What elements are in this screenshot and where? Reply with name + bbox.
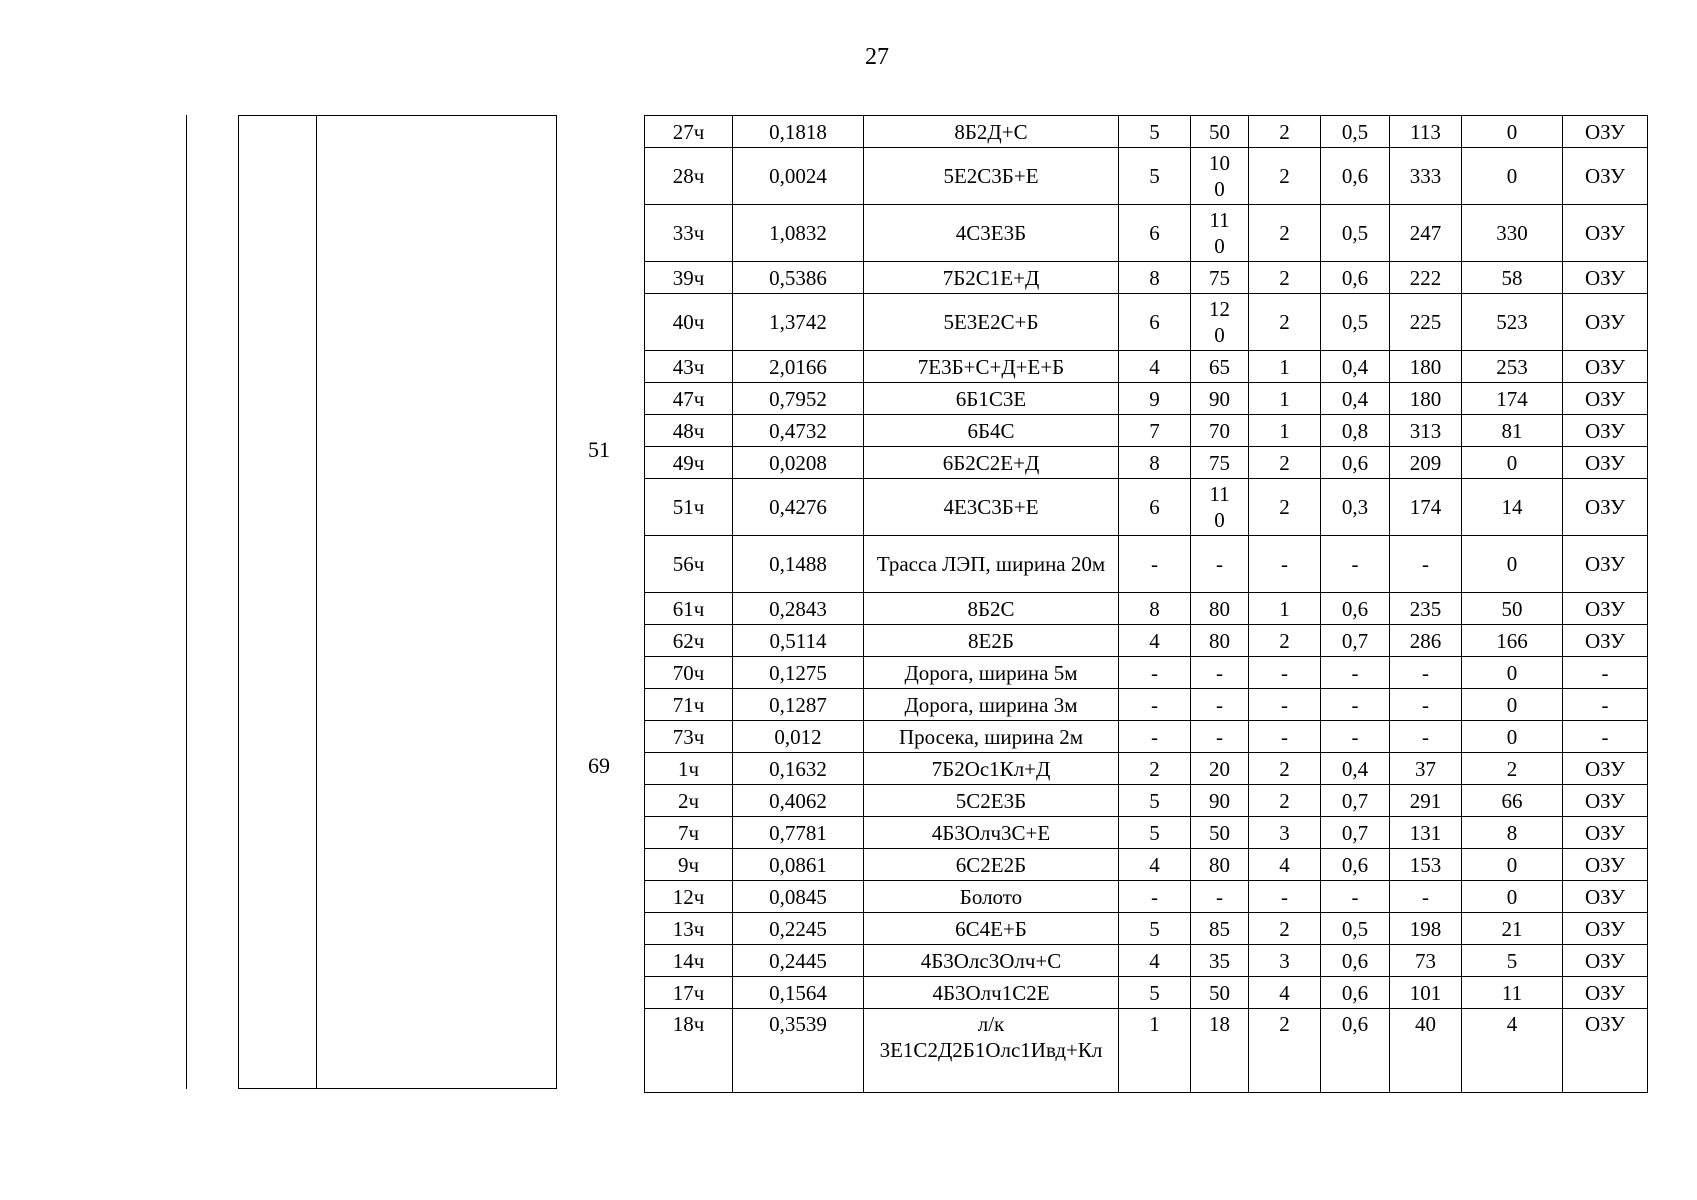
bonitet-cell: 1 [1249, 415, 1321, 447]
area-cell: 0,3539 [733, 1009, 864, 1093]
density-cell: 0,6 [1321, 1009, 1390, 1093]
cut-volume-cell: 8 [1462, 817, 1563, 849]
table-row [645, 721, 1648, 753]
density-cell: 0,4 [1321, 383, 1390, 415]
cut-volume-cell: 0 [1462, 689, 1563, 721]
age-class-cell: - [1119, 881, 1191, 913]
table-row [645, 1009, 1648, 1093]
category-cell: ОЗУ [1563, 913, 1648, 945]
height-cell: 50 [1191, 977, 1249, 1009]
age-class-cell: 4 [1119, 945, 1191, 977]
cut-volume-cell: 5 [1462, 945, 1563, 977]
plot-cell: 61ч [645, 593, 733, 625]
bonitet-cell: - [1249, 881, 1321, 913]
bonitet-cell: 2 [1249, 116, 1321, 148]
stock-cell: - [1390, 721, 1462, 753]
bonitet-cell: 2 [1249, 785, 1321, 817]
table-row [645, 817, 1648, 849]
plot-cell: 56ч [645, 536, 733, 593]
area-cell: 0,5386 [733, 262, 864, 294]
composition-cell: 6Б4С [864, 415, 1119, 447]
table-row [645, 753, 1648, 785]
bonitet-cell: - [1249, 657, 1321, 689]
table-row [645, 657, 1648, 689]
category-cell: - [1563, 721, 1648, 753]
density-cell: 0,4 [1321, 351, 1390, 383]
area-cell: 0,0208 [733, 447, 864, 479]
plot-cell: 39ч [645, 262, 733, 294]
cut-volume-cell: 523 [1462, 294, 1563, 351]
height-value: 110 [1209, 482, 1230, 532]
height-value: 100 [1209, 151, 1230, 201]
height-cell: - [1191, 881, 1249, 913]
plot-cell: 48ч [645, 415, 733, 447]
area-cell: 0,2245 [733, 913, 864, 945]
cut-volume-cell: 0 [1462, 721, 1563, 753]
age-class-cell: 5 [1119, 785, 1191, 817]
age-class-cell: - [1119, 657, 1191, 689]
height-cell: 90 [1191, 785, 1249, 817]
area-cell: 0,4062 [733, 785, 864, 817]
cut-volume-cell: 4 [1462, 1009, 1563, 1093]
plot-cell: 47ч [645, 383, 733, 415]
table-row [645, 351, 1648, 383]
height-cell: 80 [1191, 625, 1249, 657]
stock-cell: 113 [1390, 116, 1462, 148]
stock-cell: 40 [1390, 1009, 1462, 1093]
height-cell: 80 [1191, 849, 1249, 881]
stock-cell: 247 [1390, 205, 1462, 262]
cut-volume-cell: 0 [1462, 116, 1563, 148]
bonitet-cell: 1 [1249, 593, 1321, 625]
age-class-cell: - [1119, 689, 1191, 721]
composition-cell: 4Е3С3Б+Е [864, 479, 1119, 536]
stock-cell: 209 [1390, 447, 1462, 479]
height-cell: 20 [1191, 753, 1249, 785]
category-cell: ОЗУ [1563, 415, 1648, 447]
height-cell: 18 [1191, 1009, 1249, 1093]
category-cell: ОЗУ [1563, 205, 1648, 262]
density-cell: 0,5 [1321, 913, 1390, 945]
bonitet-cell: - [1249, 689, 1321, 721]
plot-cell: 40ч [645, 294, 733, 351]
cut-volume-cell: 0 [1462, 447, 1563, 479]
density-cell: - [1321, 881, 1390, 913]
cut-volume-cell: 66 [1462, 785, 1563, 817]
age-class-cell: 1 [1119, 1009, 1191, 1093]
table-row [645, 205, 1648, 262]
quarter-number-69: 69 [588, 753, 610, 778]
height-cell [1191, 294, 1249, 351]
area-cell: 0,1275 [733, 657, 864, 689]
stock-cell: 198 [1390, 913, 1462, 945]
height-cell [1191, 479, 1249, 536]
area-cell: 0,5114 [733, 625, 864, 657]
category-cell: ОЗУ [1563, 753, 1648, 785]
bonitet-cell: 2 [1249, 205, 1321, 262]
stock-cell: 153 [1390, 849, 1462, 881]
bonitet-cell: 2 [1249, 262, 1321, 294]
cut-volume-cell: 330 [1462, 205, 1563, 262]
plot-cell: 73ч [645, 721, 733, 753]
category-cell: ОЗУ [1563, 294, 1648, 351]
age-class-cell: 5 [1119, 148, 1191, 205]
area-cell: 1,3742 [733, 294, 864, 351]
cut-volume-cell: 0 [1462, 849, 1563, 881]
table-row [645, 294, 1648, 351]
plot-cell: 9ч [645, 849, 733, 881]
composition-cell: 5Е2С3Б+Е [864, 148, 1119, 205]
area-cell: 2,0166 [733, 351, 864, 383]
height-cell: 50 [1191, 116, 1249, 148]
density-cell: 0,4 [1321, 753, 1390, 785]
bonitet-cell: 2 [1249, 753, 1321, 785]
age-class-cell: 8 [1119, 262, 1191, 294]
category-cell: ОЗУ [1563, 262, 1648, 294]
height-cell: 65 [1191, 351, 1249, 383]
cut-volume-cell: 50 [1462, 593, 1563, 625]
quarter-number-51: 51 [588, 437, 610, 462]
height-cell: 85 [1191, 913, 1249, 945]
stock-cell: 180 [1390, 383, 1462, 415]
plot-cell: 14ч [645, 945, 733, 977]
stock-cell: 291 [1390, 785, 1462, 817]
composition-cell: 5С2Е3Б [864, 785, 1119, 817]
plot-cell: 27ч [645, 116, 733, 148]
bonitet-cell: 4 [1249, 849, 1321, 881]
category-cell: ОЗУ [1563, 536, 1648, 593]
composition-cell: 5Е3Е2С+Б [864, 294, 1119, 351]
stock-cell: 180 [1390, 351, 1462, 383]
table-row [645, 447, 1648, 479]
composition-cell: 6Б1С3Е [864, 383, 1119, 415]
category-cell: ОЗУ [1563, 479, 1648, 536]
bonitet-cell: 2 [1249, 479, 1321, 536]
height-cell: 70 [1191, 415, 1249, 447]
cut-volume-cell: 14 [1462, 479, 1563, 536]
plot-cell: 49ч [645, 447, 733, 479]
left-column-divider [316, 116, 317, 1088]
height-cell: 90 [1191, 383, 1249, 415]
age-class-cell: 5 [1119, 116, 1191, 148]
age-class-cell: 5 [1119, 977, 1191, 1009]
density-cell: 0,7 [1321, 817, 1390, 849]
cut-volume-cell: 0 [1462, 881, 1563, 913]
area-cell: 0,2445 [733, 945, 864, 977]
table-row [645, 536, 1648, 593]
table-row [645, 116, 1648, 148]
area-cell: 0,012 [733, 721, 864, 753]
category-cell: - [1563, 657, 1648, 689]
category-cell: ОЗУ [1563, 977, 1648, 1009]
stock-cell: 313 [1390, 415, 1462, 447]
density-cell: 0,6 [1321, 593, 1390, 625]
category-cell: ОЗУ [1563, 148, 1648, 205]
plot-cell: 1ч [645, 753, 733, 785]
age-class-cell: 2 [1119, 753, 1191, 785]
plot-cell: 43ч [645, 351, 733, 383]
cut-volume-cell: 11 [1462, 977, 1563, 1009]
stock-cell: 222 [1390, 262, 1462, 294]
age-class-cell: 4 [1119, 849, 1191, 881]
left-border-line [186, 115, 187, 1089]
stock-cell: - [1390, 689, 1462, 721]
table-row [645, 479, 1648, 536]
plot-cell: 71ч [645, 689, 733, 721]
table-row [645, 262, 1648, 294]
density-cell: 0,8 [1321, 415, 1390, 447]
category-cell: ОЗУ [1563, 1009, 1648, 1093]
bonitet-cell: - [1249, 721, 1321, 753]
bonitet-cell: 2 [1249, 913, 1321, 945]
table-row [645, 625, 1648, 657]
category-cell: ОЗУ [1563, 116, 1648, 148]
forest-plots-table [644, 115, 1648, 1093]
area-cell: 0,4732 [733, 415, 864, 447]
category-cell: ОЗУ [1563, 593, 1648, 625]
category-cell: ОЗУ [1563, 447, 1648, 479]
area-cell: 0,1488 [733, 536, 864, 593]
age-class-cell: - [1119, 536, 1191, 593]
stock-cell: 101 [1390, 977, 1462, 1009]
density-cell: 0,6 [1321, 447, 1390, 479]
density-cell: - [1321, 657, 1390, 689]
stock-cell: 225 [1390, 294, 1462, 351]
composition-cell: Дорога, ширина 3м [864, 689, 1119, 721]
composition-cell: 8Е2Б [864, 625, 1119, 657]
composition-cell: 6С2Е2Б [864, 849, 1119, 881]
category-cell: ОЗУ [1563, 881, 1648, 913]
composition-cell: 7Б2Ос1Кл+Д [864, 753, 1119, 785]
age-class-cell: 8 [1119, 447, 1191, 479]
stock-cell: 286 [1390, 625, 1462, 657]
density-cell: 0,5 [1321, 294, 1390, 351]
bonitet-cell: 1 [1249, 383, 1321, 415]
age-class-cell: 4 [1119, 625, 1191, 657]
stock-cell: 73 [1390, 945, 1462, 977]
category-cell: ОЗУ [1563, 625, 1648, 657]
bonitet-cell: 3 [1249, 817, 1321, 849]
density-cell: 0,6 [1321, 849, 1390, 881]
area-cell: 0,1632 [733, 753, 864, 785]
composition-cell: 8Б2С [864, 593, 1119, 625]
plot-cell: 17ч [645, 977, 733, 1009]
height-cell [1191, 148, 1249, 205]
composition-cell: 4Б3Олч3С+Е [864, 817, 1119, 849]
plot-cell: 70ч [645, 657, 733, 689]
density-cell: 0,6 [1321, 945, 1390, 977]
composition-cell: Просека, ширина 2м [864, 721, 1119, 753]
table-row [645, 881, 1648, 913]
area-cell: 0,1818 [733, 116, 864, 148]
cut-volume-cell: 81 [1462, 415, 1563, 447]
category-cell: ОЗУ [1563, 351, 1648, 383]
age-class-cell: 6 [1119, 205, 1191, 262]
table-row [645, 913, 1648, 945]
area-cell: 1,0832 [733, 205, 864, 262]
table-row [645, 415, 1648, 447]
table-row [645, 689, 1648, 721]
age-class-cell: 9 [1119, 383, 1191, 415]
height-cell: - [1191, 657, 1249, 689]
bonitet-cell: 2 [1249, 625, 1321, 657]
category-cell: ОЗУ [1563, 945, 1648, 977]
plot-cell: 51ч [645, 479, 733, 536]
density-cell: - [1321, 721, 1390, 753]
category-cell: ОЗУ [1563, 785, 1648, 817]
area-cell: 0,0861 [733, 849, 864, 881]
area-cell: 0,4276 [733, 479, 864, 536]
composition-cell: 4С3Е3Б [864, 205, 1119, 262]
table-row [645, 945, 1648, 977]
composition-cell: 7Б2С1Е+Д [864, 262, 1119, 294]
bonitet-cell: 2 [1249, 1009, 1321, 1093]
composition-cell: 6С4Е+Б [864, 913, 1119, 945]
area-cell: 0,0024 [733, 148, 864, 205]
plot-cell: 12ч [645, 881, 733, 913]
plot-cell: 2ч [645, 785, 733, 817]
age-class-cell: 6 [1119, 479, 1191, 536]
composition-cell: Дорога, ширина 5м [864, 657, 1119, 689]
bonitet-cell: 2 [1249, 148, 1321, 205]
composition-cell: 4Б3Олч1С2Е [864, 977, 1119, 1009]
age-class-cell: 8 [1119, 593, 1191, 625]
density-cell: 0,6 [1321, 977, 1390, 1009]
composition-cell: 7Е3Б+С+Д+Е+Б [864, 351, 1119, 383]
density-cell: 0,6 [1321, 262, 1390, 294]
density-cell: 0,7 [1321, 625, 1390, 657]
cut-volume-cell: 0 [1462, 536, 1563, 593]
composition-cell: л/к 3Е1С2Д2Б1Олс1Ивд+Кл [864, 1009, 1119, 1093]
cut-volume-cell: 174 [1462, 383, 1563, 415]
cut-volume-cell: 2 [1462, 753, 1563, 785]
plot-cell: 13ч [645, 913, 733, 945]
age-class-cell: - [1119, 721, 1191, 753]
age-class-cell: 7 [1119, 415, 1191, 447]
stock-cell: 333 [1390, 148, 1462, 205]
height-cell: - [1191, 721, 1249, 753]
density-cell: 0,5 [1321, 116, 1390, 148]
category-cell: ОЗУ [1563, 383, 1648, 415]
density-cell: 0,3 [1321, 479, 1390, 536]
bonitet-cell: 2 [1249, 294, 1321, 351]
bonitet-cell: 4 [1249, 977, 1321, 1009]
height-cell: 75 [1191, 447, 1249, 479]
density-cell: 0,7 [1321, 785, 1390, 817]
stock-cell: - [1390, 657, 1462, 689]
age-class-cell: 5 [1119, 913, 1191, 945]
category-cell: - [1563, 689, 1648, 721]
area-cell: 0,1287 [733, 689, 864, 721]
height-cell: - [1191, 536, 1249, 593]
area-cell: 0,7952 [733, 383, 864, 415]
composition-cell: 8Б2Д+С [864, 116, 1119, 148]
composition-cell: Трасса ЛЭП, ширина 20м [864, 536, 1119, 593]
stock-cell: 131 [1390, 817, 1462, 849]
area-cell: 0,7781 [733, 817, 864, 849]
height-cell: - [1191, 689, 1249, 721]
height-cell [1191, 205, 1249, 262]
composition-cell: 4Б3Олс3Олч+С [864, 945, 1119, 977]
density-cell: 0,6 [1321, 148, 1390, 205]
plot-cell: 28ч [645, 148, 733, 205]
left-empty-columns [238, 115, 557, 1089]
bonitet-cell: 2 [1249, 447, 1321, 479]
table-row [645, 593, 1648, 625]
height-value: 120 [1209, 297, 1230, 347]
density-cell: - [1321, 536, 1390, 593]
area-cell: 0,0845 [733, 881, 864, 913]
bonitet-cell: - [1249, 536, 1321, 593]
page-number: 27 [865, 44, 889, 70]
height-cell: 80 [1191, 593, 1249, 625]
plot-cell: 7ч [645, 817, 733, 849]
cut-volume-cell: 0 [1462, 657, 1563, 689]
stock-cell: 235 [1390, 593, 1462, 625]
table-row [645, 148, 1648, 205]
table-row [645, 383, 1648, 415]
composition-cell: 6Б2С2Е+Д [864, 447, 1119, 479]
cut-volume-cell: 166 [1462, 625, 1563, 657]
stock-cell: 174 [1390, 479, 1462, 536]
height-cell: 50 [1191, 817, 1249, 849]
cut-volume-cell: 58 [1462, 262, 1563, 294]
category-cell: ОЗУ [1563, 817, 1648, 849]
height-cell: 75 [1191, 262, 1249, 294]
bonitet-cell: 3 [1249, 945, 1321, 977]
cut-volume-cell: 21 [1462, 913, 1563, 945]
stock-cell: - [1390, 881, 1462, 913]
cut-volume-cell: 253 [1462, 351, 1563, 383]
stock-cell: 37 [1390, 753, 1462, 785]
bonitet-cell: 1 [1249, 351, 1321, 383]
table-row [645, 785, 1648, 817]
age-class-cell: 6 [1119, 294, 1191, 351]
height-value: 110 [1209, 208, 1230, 258]
area-cell: 0,2843 [733, 593, 864, 625]
stock-cell: - [1390, 536, 1462, 593]
area-cell: 0,1564 [733, 977, 864, 1009]
plot-cell: 18ч [645, 1009, 733, 1093]
plot-cell: 62ч [645, 625, 733, 657]
table-row [645, 977, 1648, 1009]
plot-cell: 33ч [645, 205, 733, 262]
height-cell: 35 [1191, 945, 1249, 977]
category-cell: ОЗУ [1563, 849, 1648, 881]
cut-volume-cell: 0 [1462, 148, 1563, 205]
age-class-cell: 5 [1119, 817, 1191, 849]
table-row [645, 849, 1648, 881]
composition-cell: Болото [864, 881, 1119, 913]
density-cell: - [1321, 689, 1390, 721]
density-cell: 0,5 [1321, 205, 1390, 262]
age-class-cell: 4 [1119, 351, 1191, 383]
